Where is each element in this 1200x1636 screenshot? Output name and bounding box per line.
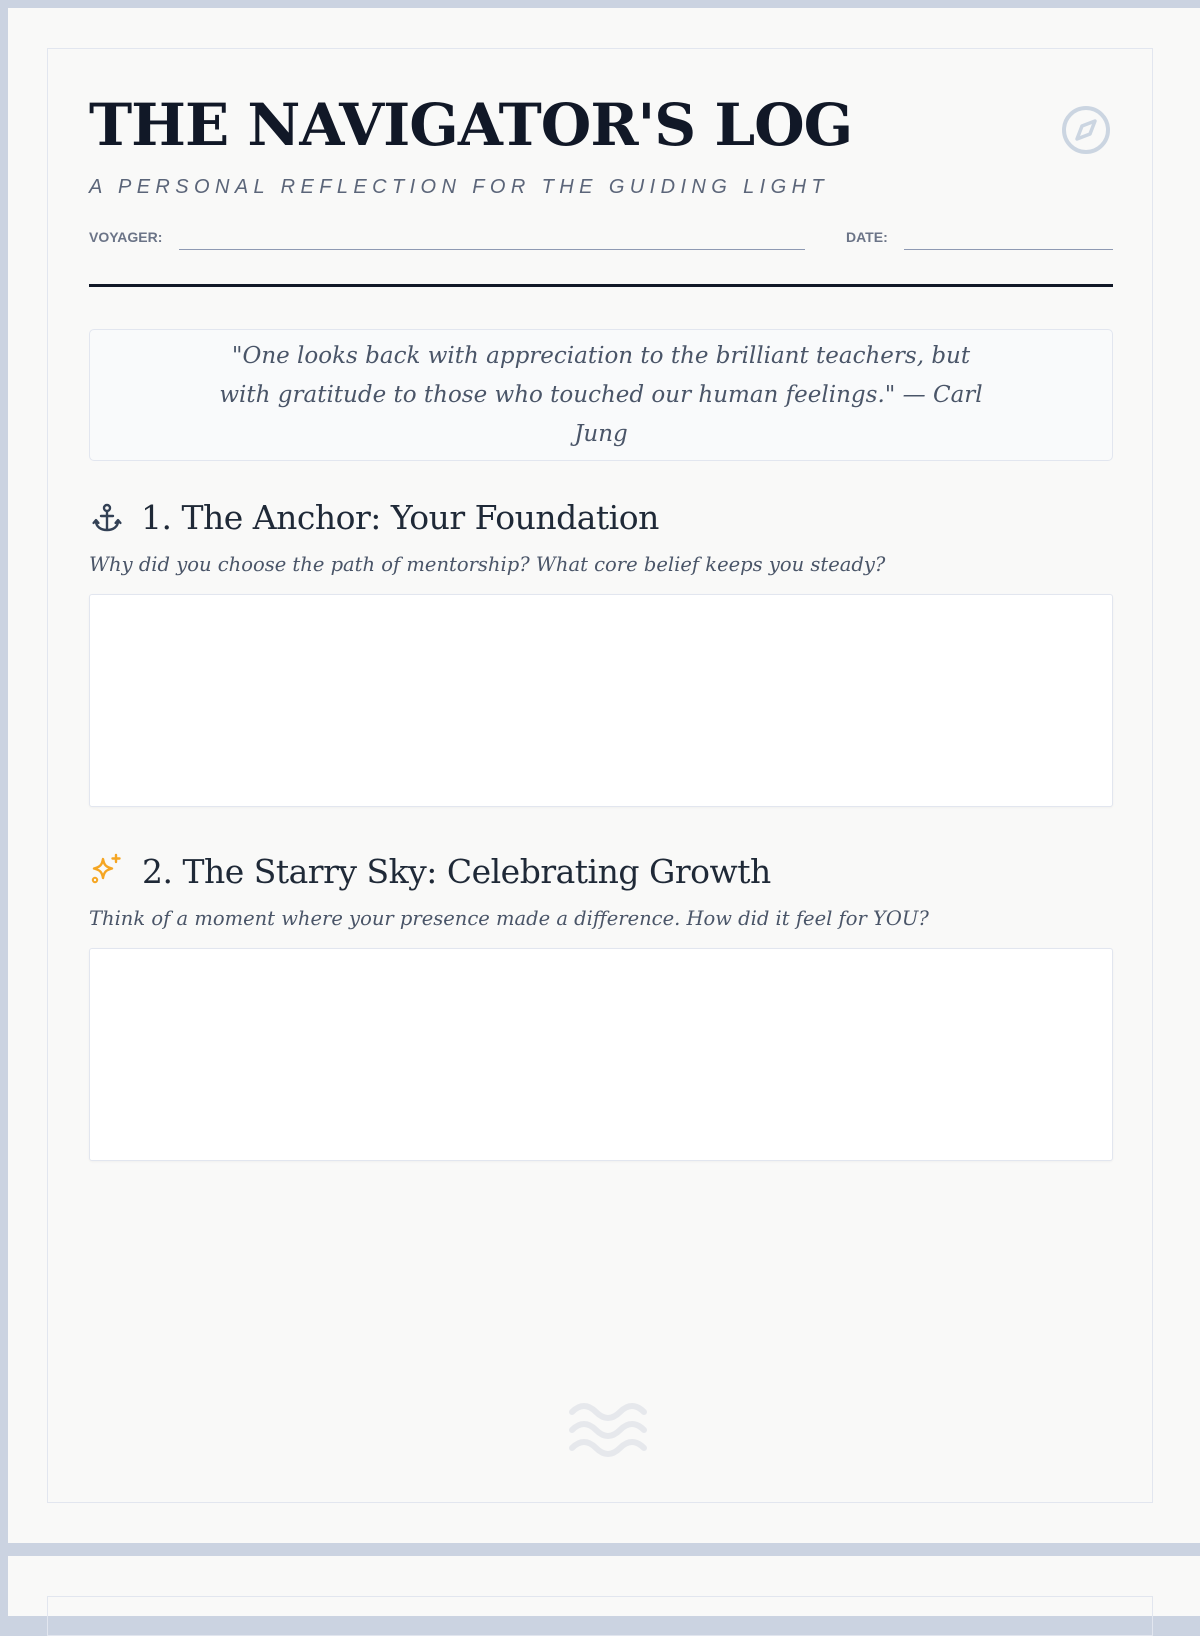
worksheet-page	[8, 8, 1200, 1543]
date-label: DATE:	[846, 229, 888, 245]
anchor-response-area[interactable]	[89, 594, 1113, 807]
quote-text: "One looks back with appreciation to the brilliant teachers, but with gratitude to those who touched our human feelings." — Carl Jung	[219, 342, 983, 447]
next-page	[8, 1556, 1200, 1616]
waves-icon	[568, 1400, 648, 1460]
voyager-label: VOYAGER:	[89, 229, 163, 245]
compass-icon	[1061, 105, 1111, 155]
section-title-anchor: 1. The Anchor: Your Foundation	[141, 498, 659, 537]
section-prompt-anchor: Why did you choose the path of mentorship? What core belief keeps you steady?	[89, 553, 886, 576]
voyager-field[interactable]	[179, 249, 805, 250]
section-prompt-starry-sky: Think of a moment where your presence made a difference. How did it feel for YOU?	[89, 907, 929, 930]
anchor-icon	[91, 502, 123, 534]
quote-box	[89, 329, 1113, 461]
page-frame	[47, 1596, 1153, 1636]
date-field[interactable]	[904, 249, 1113, 250]
page-title: THE NAVIGATOR'S LOG	[89, 91, 853, 159]
page-subtitle: A PERSONAL REFLECTION FOR THE GUIDING LIGHT	[89, 176, 830, 198]
section-title-starry-sky: 2. The Starry Sky: Celebrating Growth	[142, 852, 771, 891]
header-divider	[89, 284, 1113, 287]
sparkles-icon	[90, 853, 122, 885]
starry-sky-response-area[interactable]	[89, 948, 1113, 1161]
